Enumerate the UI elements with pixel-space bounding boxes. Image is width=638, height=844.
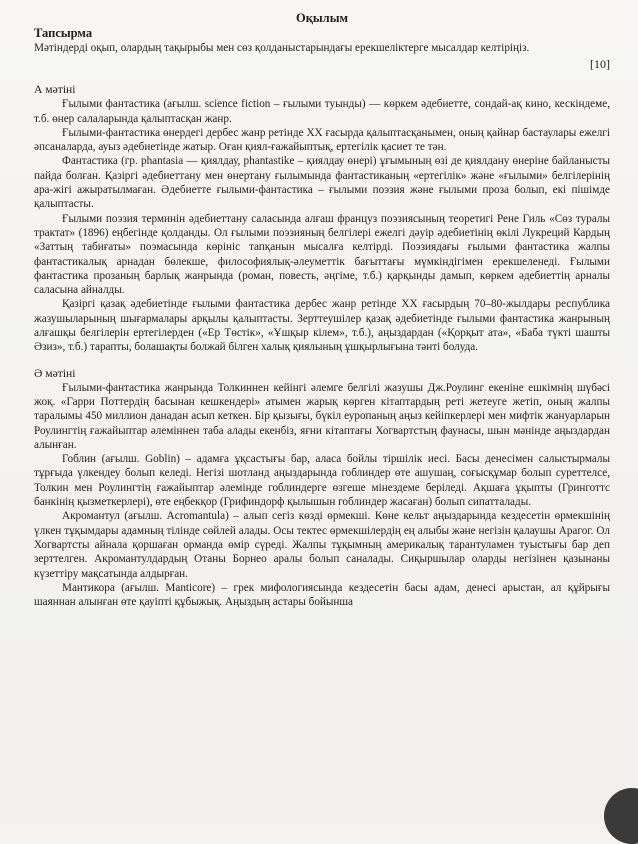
- text-a-paragraph: Фантастика (гр. phantasia –– қиялдау, phantastike – қиялдау өнері) ұғымының өзі де қиялдану өнеріне байланысты пайда болған. Қазіргі әдебиеттану мен өнертану ғылымында фантастиканың «ертегілік» және «ғылыми» белгілерінің ара-жігі ажыратылмаған. Әдебиетте ғылыми-фантастика – ғылыми поэзия және ғылыми проза болып, екі пішімде қалыптасты.: [34, 155, 610, 211]
- task-text: Мәтіндерді оқып, олардың тақырыбы мен сөз қолданыстарындағы ерекшеліктерге мысалдар келтіріңіз.: [34, 42, 530, 54]
- document-content: [34, 10, 610, 609]
- text-a-paragraph: Қазіргі қазақ әдебиетінде ғылыми фантастика дербес жанр ретінде XX ғасырдың 70–80-жылдары республика жазушыларының шығармалары арқылы қалыптасты. Зерттеушілер қазақ әдебиетінде ғылыми фантастика жанрының алғашқы белгілерін ертегілерден («Ер Төстік», «Ұшқыр кілем», т.б.), аңыздардан («Қорқыт ата», «Баба түкті шашты Әзиз», т.б.) тарапты, болашақты болжай білген халық қиялының ұшқырлығына тәнті болуда.: [34, 298, 610, 354]
- text-a-paragraph: Ғылыми фантастика (ағылш. science fiction – ғылыми туынды) — көркем әдебиетте, сондай-ақ кино, кескіндеме, т.б. өнер салаларында қалыптасқан жанр.: [34, 98, 610, 125]
- text-a-heading: А мәтіні: [34, 83, 76, 97]
- text-b-paragraph: Мантикора (ағылш. Manticore) – грек мифологиясында кездесетін басы адам, денесі арыстан, ал құйрығы шаяннан алынған өте қауіпті құбыжық. Аңыздың астары бойынша: [34, 581, 610, 609]
- text-a-paragraph: Ғылыми поэзия терминін әдебиеттану саласында алғаш француз поэзиясының теоретигі Рене Гиль «Сөз туралы трактат» (1896) еңбегінде қолданды. Ол ғылыми поэзияның белгілері ежелгі дәуір әдебиетінің өкілі Лукреций Кардың «Заттың табиғаты» поэмасында көрініс тапқанын мысалға келтірді. Поэзиядағы ғылыми фантастика жалпы фантастикалық арнадан бөлекше, философиялық-әлеуметтік бағыттағы мүмкіндігімен ерекшеленеді. Ғылыми фантастика прозаның барлық жанрында (роман, повесть, әңгіме, т.б.) қарқынды дамып, көркем әдебиеттің арналы саласына айналды.: [34, 212, 610, 297]
- task-heading: Тапсырма: [34, 26, 93, 40]
- text-b-paragraph: Ғылыми-фантастика жанрында Толкиннен кейінгі әлемге белгілі жазушы Дж.Роулинг екеніне ешкімнің шүбәсі жоқ. «Гарри Поттердің басынан кешкендері» атымен жарық көрген кітаптардың реті жетеуге жетіп, оның жалпы таралымы 450 миллион данадан асып кеткен. Бір қызығы, бүкіл еуропаның аңыз кейіпкерлері мен мифтік жануарларын Роулингтің ғажайыптар әлеміннен таба алады екенбіз, яғни кітаптағы Хогвартстың фаунасы, шын мәнінде аңыздардан алынған.: [34, 381, 610, 451]
- text-b-paragraph: Акромантул (ағылш. Acromantula) – алып сегіз көзді өрмекші. Көне кельт аңыздарында кездесетін өрмекшінің үлкен тұқымдары адамның тілінде сөйлей алады. Осы тектес өрмекшілердің ең алыбы және негізін қалаушы Арагог. Ол Хогвартсты айнала қоршаған орманда өмір сүреді. Жалпы тұқымның америкалық тарантуламен туыстығы бар деп зерттелген. Акромантулдардың Отаны Борнео аралы болып саналады. Сиқыршылар оларды негізінен қазынаны күзеттіру мақсатында алдырған.: [34, 510, 610, 580]
- text-b-heading: Ә мәтіні: [34, 366, 76, 380]
- corner-shadow: [604, 788, 638, 844]
- page-title: Оқылым: [296, 11, 348, 25]
- text-b-paragraph: Гоблин (ағылш. Goblin) – адамға ұқсастығы бар, аласа бойлы тіршілік иесі. Басы денесімен салыстырмалы тұрғыда үлкендеу болып келеді. Негізі шотланд аңыздарында гоблиндер өте ашушаң, соғысқұмар болып суреттелсе, Толкин мен Роулингтің ғажайыптар әлемінде гоблиндерге өзгеше мінездеме беріледі. Ақшаға ұқыпты (Гринготтс банкінің қызметкерлері), өте еңбекқор (Грифиндорф қылышын гоблиндер жасаған) болып сипатталады.: [34, 453, 610, 509]
- score-label: [10]: [590, 57, 610, 72]
- text-a-paragraph: Ғылыми-фантастика өнердегі дербес жанр ретінде XX ғасырда қалыптасқанымен, оның қайнар бастаулары ежелгі әпсаналарда, ауыз әдебиетінде жатыр. Оған қиял-ғажайыптық, ертегілік қасиет те тән.: [34, 126, 610, 154]
